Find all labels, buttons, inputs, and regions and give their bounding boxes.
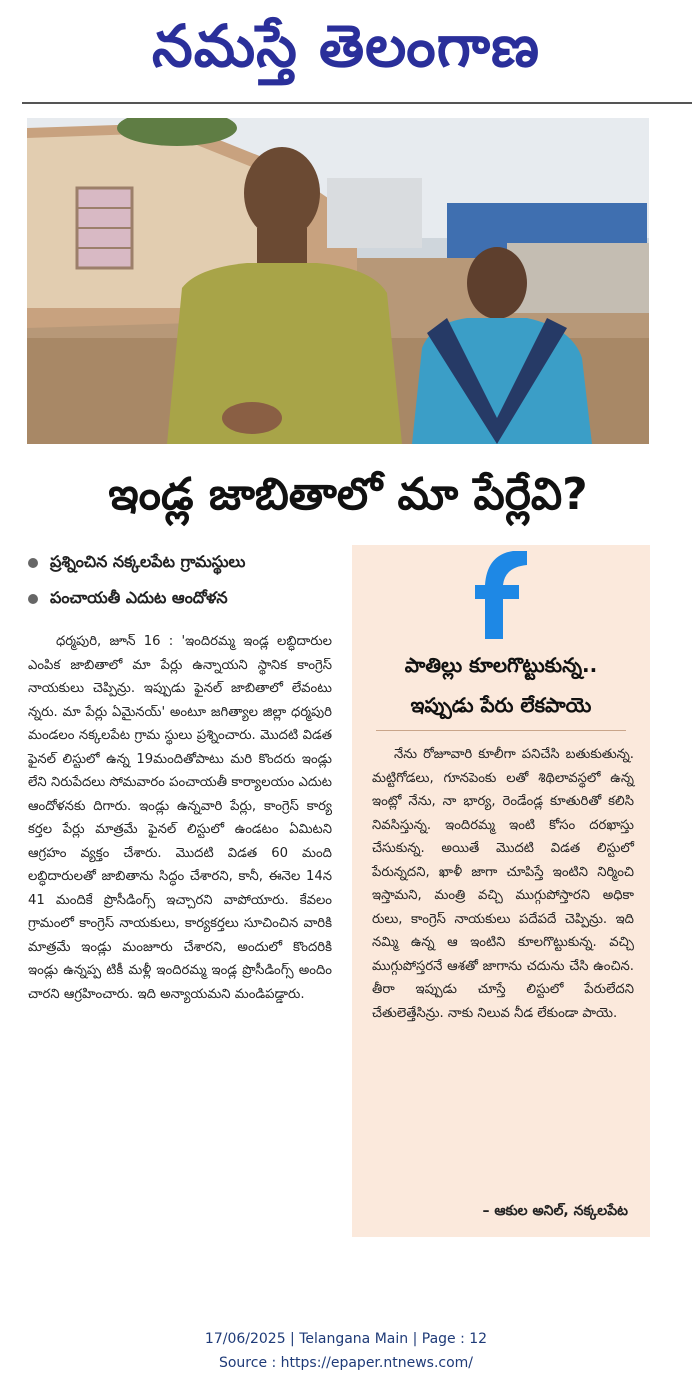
sidebar-box xyxy=(352,545,650,1237)
article-body xyxy=(28,630,332,1006)
article-paragraph: ధర్మపురి, జూన్ 16 : 'ఇందిరమ్మ ఇండ్ల లబ్ధిదారుల ఎంపిక జాబితాలో మా పేర్లు ఉన్నాయని స్థానిక కాంగ్రెస్ నాయకులు చెప్పిన్రు. ఇప్పుడు ఫైనల్ జాబితాలో లేవంటు న్నరు. మా పేర్లు ఏమైనయ్' అంటూ జగిత్యాల జిల్లా ధర్మపురి మండలం నక్కలపేట గ్రామ స్థులు ప్రశ్నించారు. మొదటి విడత ఫైనల్ లిస్టులో ఉన్న 19మందితోపాటు మరి కొందరు ఇండ్లు లేని నిరుపేదలు సోమవారం పంచాయతీ కార్యాలయం ఎదుట ఆందోళనకు దిగారు. ఇండ్లు ఉన్నవారి పేర్లు, కాంగ్రెస్ కార్య కర్తల పేర్లు మాత్రమే ఫైనల్ లిస్టులో ఉండటం ఏమిటని ఆగ్రహం వ్యక్తం చేశారు. మొదటి విడత 60 మంది లబ్ధిదారులతో జాబితాను సిద్ధం చేశారని, కానీ, ఈనెల 14న 41 మందికే ప్రొసీడింగ్స్ ఇచ్చారని వాపోయారు. కేవలం గ్రామంలో కాంగ్రెస్ నాయకులు, కార్యకర్తలు సూచించిన వారికి మాత్రమే ఇండ్లు మంజూరు చేశారని, అందులో కొందరికి ఇండ్లు ఉన్నప్ప టికీ మళ్లీ ఇందిరమ్మ ఇండ్ల ప్రొసీడింగ్స్ అందిం చారని ఆగ్రహించారు. ఇది అన్యాయమని మండిపడ్డారు. xyxy=(28,634,332,1002)
sidebar-title-line: ఇప్పుడు పేరు లేకపాయె xyxy=(410,693,592,717)
bullet-dot-icon xyxy=(28,594,38,604)
news-photo xyxy=(27,118,649,444)
subhead-bullet xyxy=(28,581,348,617)
sidebar-paragraph: నేను రోజూవారి కూలీగా పనిచేసి బతుకుతున్న. మట్టిగోడలు, గూనపెంకు లతో శిథిలావస్థలో ఉన్న ఇంట్లో నేను, నా భార్య, రెండేండ్ల కూతురితో కలిసి నివసిస్తున్న. ఇందిరమ్మ ఇంటి కోసం దరఖాస్తు చేసుకున్న. అయితే మొదటి విడత లిస్టులో పేరున్నదని, ఖాళీ జాగా చూపిస్తే ఇంటిని నిర్మించి ఇస్తామని, మంత్రి వచ్చి ముగ్గుపోస్తారని అధికా రులు, కాంగ్రెస్ నాయకులు పదేపదే చెప్పిన్రు. ఇది నమ్మి ఉన్న ఆ ఇంటిని కూలగొట్టుకున్న. వచ్చి ముగ్గుపోస్తరనే ఆశతో జాగాను చదును చేసి ఉంచిన. తీరా ఇప్పుడు చూస్తే లిస్టులో పేరులేదని చేతులెత్తేసిన్రు. నాకు నిలువ నీడ లేకుండా పాయె. xyxy=(372,747,634,1021)
sidebar-title-line: పాతిల్లు కూలగొట్టుకున్న.. xyxy=(404,653,598,677)
photo-illustration xyxy=(27,118,649,444)
bullet-dot-icon xyxy=(28,558,38,568)
subhead-bullet xyxy=(28,545,348,581)
subhead-text: ప్రశ్నించిన నక్కలపేట గ్రామస్థులు xyxy=(50,551,246,571)
masthead-divider xyxy=(22,102,692,104)
headline: ఇండ్ల జాబితాలో మా పేర్లేవి? xyxy=(108,469,588,520)
sidebar-signature: – ఆకుల అనిల్, నక్కలపేట xyxy=(482,1203,628,1219)
sidebar-body xyxy=(372,743,634,1025)
newspaper-title: నమస్తే తెలంగాణ xyxy=(152,12,540,80)
masthead xyxy=(0,0,692,104)
footer-source-line: Source : https://epaper.ntnews.com/ xyxy=(218,1355,474,1371)
sidebar-divider xyxy=(376,730,626,731)
subhead-bullets xyxy=(28,545,348,617)
page-footer xyxy=(0,1327,692,1375)
subhead-text: పంచాయతీ ఎదుట ఆందోళన xyxy=(50,587,228,607)
sidebar-title xyxy=(352,645,650,725)
quote-mark-icon xyxy=(475,551,527,639)
footer-date-line: 17/06/2025 | Telangana Main | Page : 12 xyxy=(204,1331,488,1347)
